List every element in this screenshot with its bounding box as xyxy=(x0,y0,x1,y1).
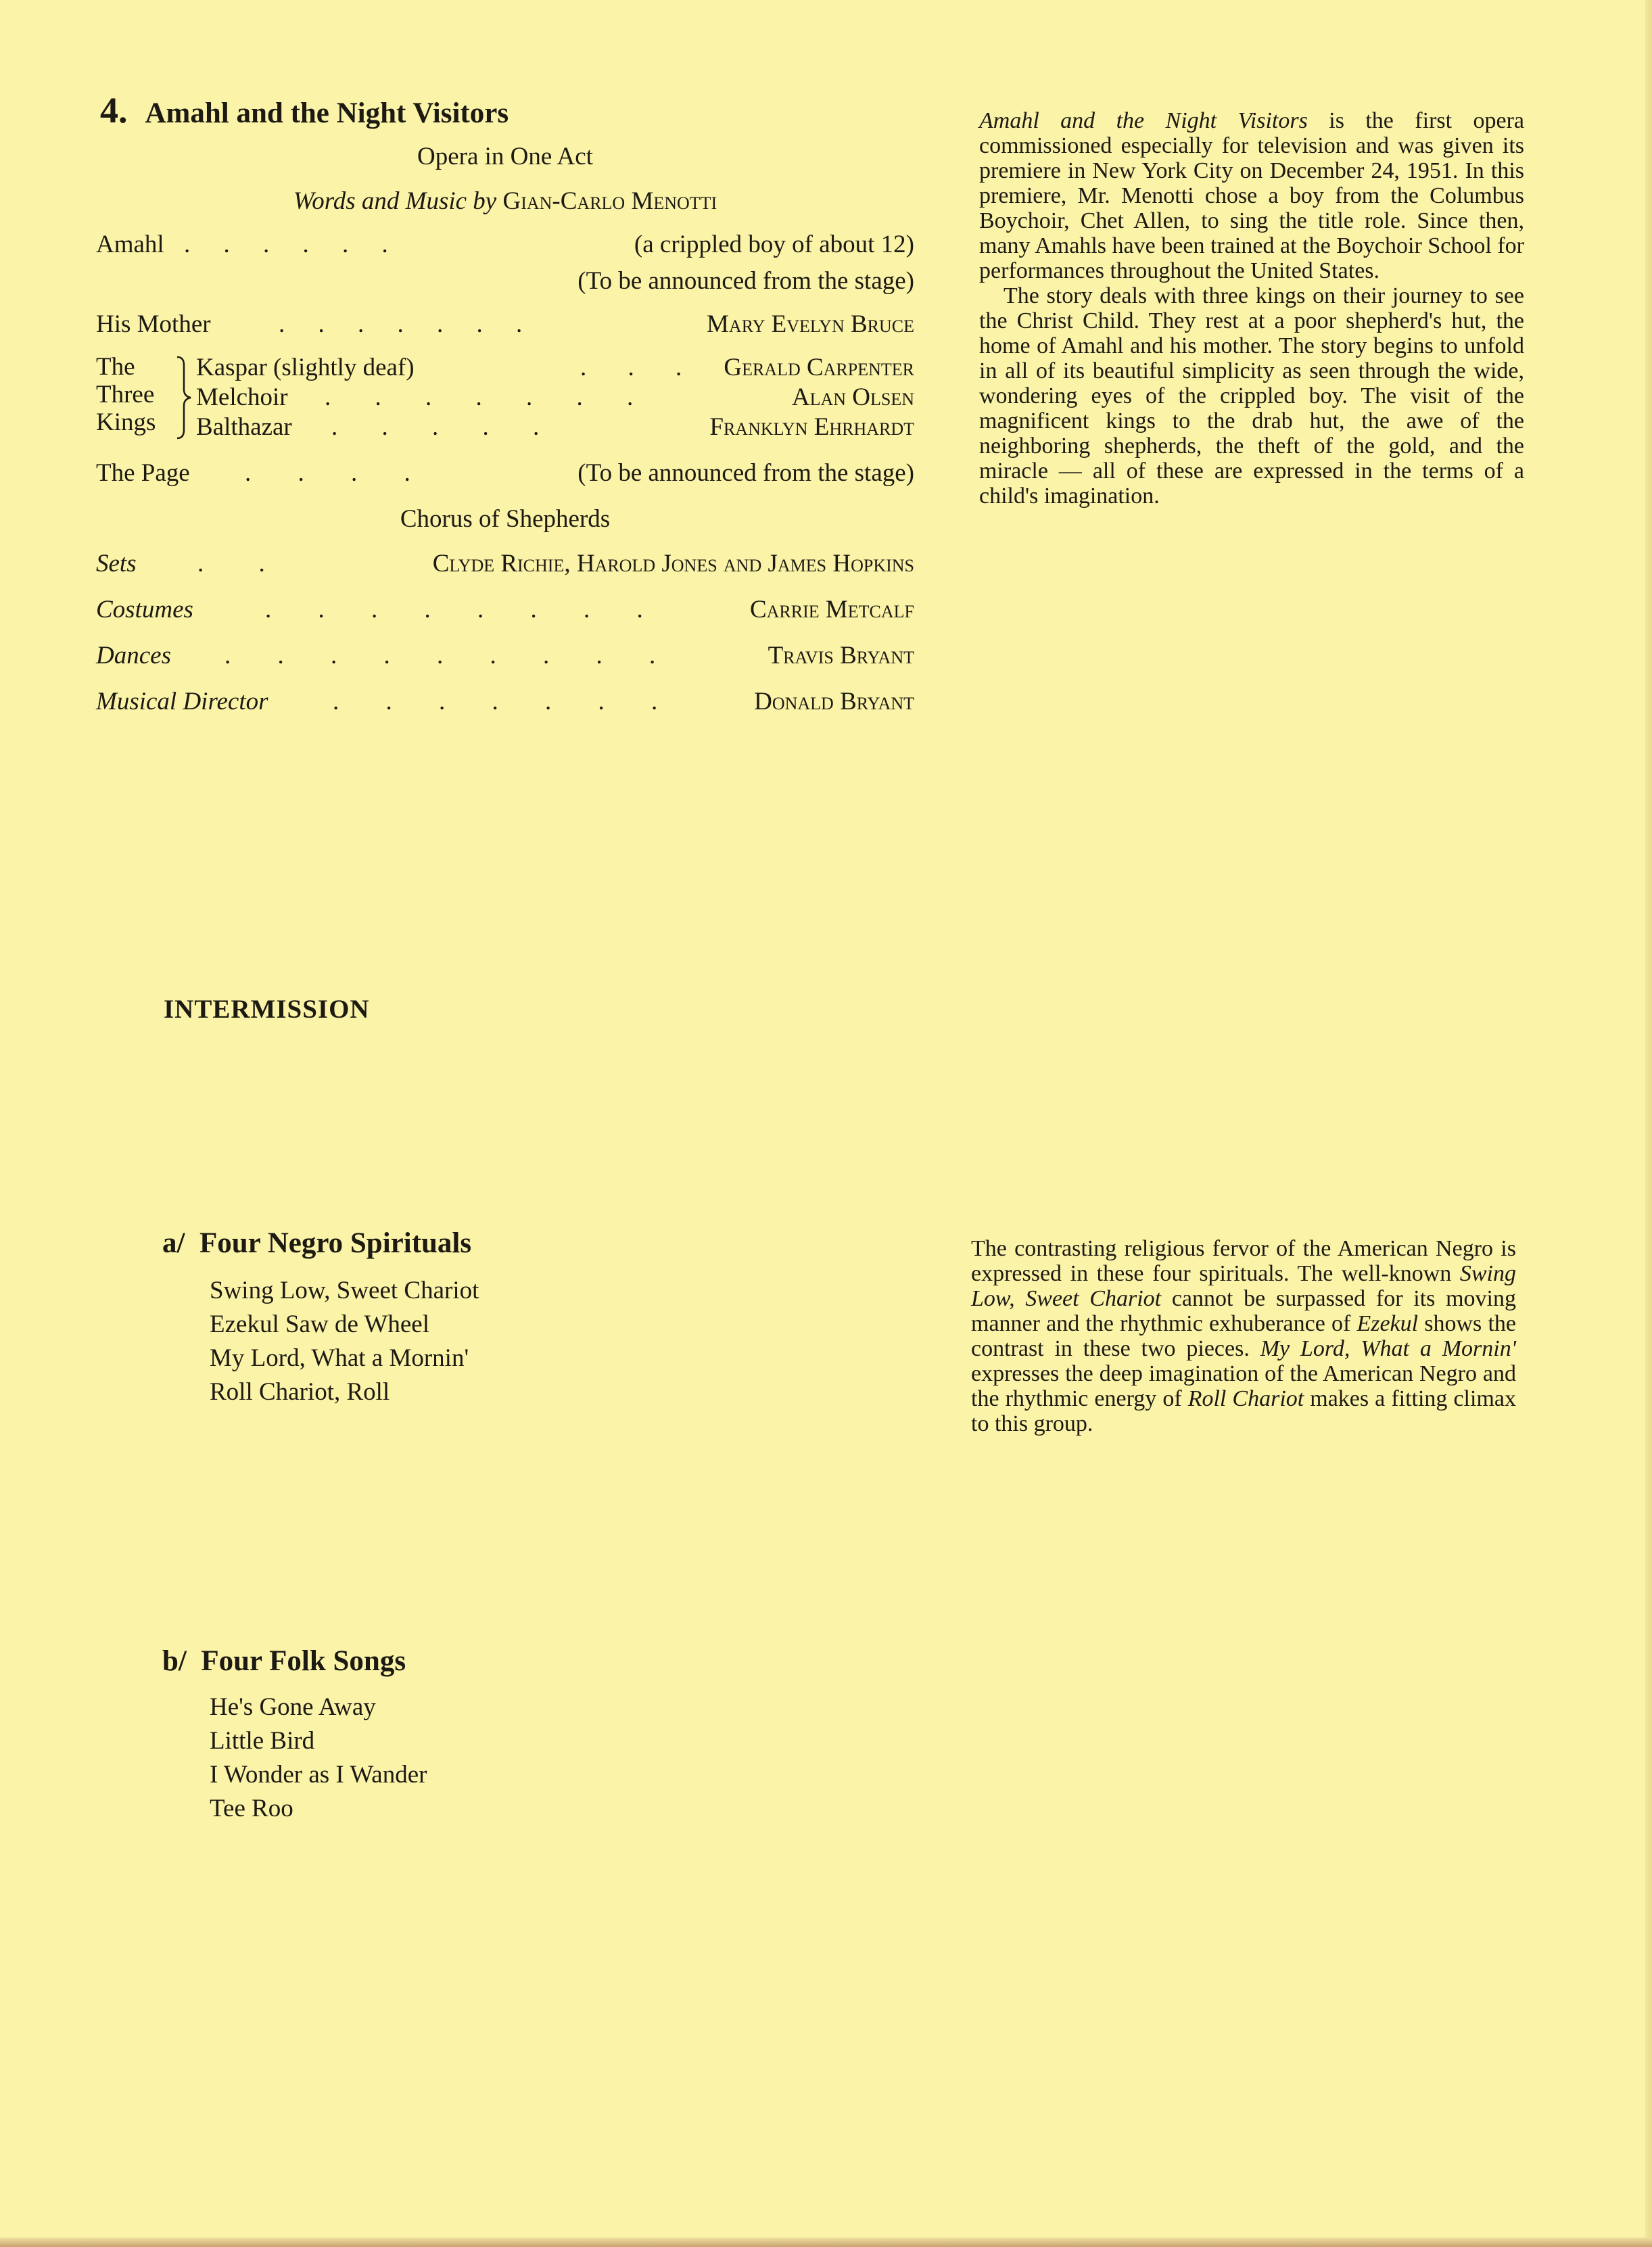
description-paragraph: The story deals with three kings on their journey to see the Christ Child. They rest at a poor shepherd's hut, the home of Amahl and his mother. The story begins to unfold in all of its beautiful simplicity as seen through the wide, wondering eyes of the crippled boy. The visit of the magnificent kings to the drab hut, the awe of the neighboring shepherds, the theft of the gold, and the miracle — all of these are expressed in the terms of a child's imagination. xyxy=(979,283,1524,508)
crew-value: Clyde Richie, Harold Jones and James Hopkins xyxy=(432,550,914,577)
spirituals-prefix: a/ xyxy=(162,1227,185,1259)
cast-value: Gerald Carpenter xyxy=(724,354,914,381)
crew-value: Carrie Metcalf xyxy=(749,596,914,623)
cast-row-king2 xyxy=(196,383,914,410)
spirituals-list xyxy=(210,1274,479,1409)
leader-dots: . . . . . . . . xyxy=(265,596,663,623)
crew-label: Dances xyxy=(96,642,171,669)
list-item: I Wonder as I Wander xyxy=(210,1761,427,1789)
description-text: expresses the deep imagination of the American Negro and the rhythmic energy of xyxy=(971,1361,1516,1411)
description-paragraph xyxy=(971,1236,1516,1436)
spirituals-description xyxy=(971,1236,1516,1436)
cast-row-amahl xyxy=(96,230,914,265)
cast-group-kings xyxy=(96,353,914,448)
crew-row-dances xyxy=(96,641,914,676)
leader-dots: . . . xyxy=(580,354,700,381)
spirituals-title: Four Negro Spirituals xyxy=(199,1227,472,1259)
leader-dots: . . . . . . . xyxy=(279,310,536,338)
folk-title: Four Folk Songs xyxy=(201,1645,406,1677)
list-item: He's Gone Away xyxy=(210,1693,376,1721)
amahl-description xyxy=(979,108,1524,508)
intermission-heading: INTERMISSION xyxy=(164,995,370,1024)
leader-dots: . . . . . . . xyxy=(333,688,678,715)
kings-label-line: Three xyxy=(96,381,155,408)
cast-value: Franklyn Ehrhardt xyxy=(709,413,914,441)
leader-dots: . . . . . . . xyxy=(325,383,653,411)
folk-prefix: b/ xyxy=(162,1645,187,1677)
description-text: makes a fitting climax to this group. xyxy=(971,1386,1516,1436)
cast-row-king1 xyxy=(196,353,914,381)
cast-label: The Page xyxy=(96,459,190,487)
section-heading xyxy=(100,89,509,131)
description-italic: My Lord, What a Mornin' xyxy=(1260,1336,1516,1361)
list-item: My Lord, What a Mornin' xyxy=(210,1344,469,1372)
crew-value: Donald Bryant xyxy=(754,688,914,715)
section-title: Amahl and the Night Visitors xyxy=(145,97,509,129)
cast-row-king3 xyxy=(196,412,914,440)
opera-subtitle: Opera in One Act xyxy=(417,143,593,170)
cast-row-page xyxy=(96,458,914,494)
description-italic: Ezekul xyxy=(1356,1311,1419,1336)
crew-label: Costumes xyxy=(96,596,193,623)
chorus-line: Chorus of Shepherds xyxy=(400,505,611,533)
crew-label: Sets xyxy=(96,550,137,577)
kings-label xyxy=(96,353,156,436)
brace-icon xyxy=(174,356,193,440)
crew-value: Travis Bryant xyxy=(768,642,914,669)
folk-list xyxy=(210,1690,427,1826)
cast-row-amahl-note xyxy=(96,266,914,302)
folk-heading xyxy=(162,1645,406,1678)
kings-label-line: Kings xyxy=(96,408,156,436)
credit-name: Gian-Carlo Menotti xyxy=(502,187,717,215)
credit-prefix: Words and Music by xyxy=(293,187,497,215)
list-item: Roll Chariot, Roll xyxy=(210,1378,390,1406)
kings-label-line: The xyxy=(96,353,135,381)
crew-label: Musical Director xyxy=(96,688,268,715)
cast-row-mother xyxy=(96,310,914,345)
list-item: Tee Roo xyxy=(210,1795,293,1822)
cast-value: (To be announced from the stage) xyxy=(577,459,914,487)
list-item: Ezekul Saw de Wheel xyxy=(210,1310,429,1338)
cast-label: Amahl xyxy=(96,231,164,258)
leader-dots: . . . . . . xyxy=(184,231,402,258)
page-edge xyxy=(1645,0,1652,2247)
credit-line xyxy=(96,187,914,216)
description-text: cannot be surpassed for its moving manner and the rhythmic exhuberance of xyxy=(971,1286,1516,1336)
leader-dots: . . . . xyxy=(245,459,431,487)
section-number: 4. xyxy=(100,90,128,131)
cast-label: His Mother xyxy=(96,310,211,338)
cast-role: Melchoir xyxy=(196,383,288,411)
list-item: Little Bird xyxy=(210,1727,315,1755)
description-paragraph xyxy=(979,108,1524,283)
crew-row-costumes xyxy=(96,595,914,630)
description-text: is the first opera commissioned especially for television and was given its premiere in New York City on December 24, 1951. In this premiere, Mr. Menotti chose a boy from the Columbus Boychoir, Chet Allen, to sing the title role. Since then, many Amahls have been trained at the Boychoir School for performances throughout the United States. xyxy=(979,108,1524,283)
cast-role: Kaspar (slightly deaf) xyxy=(196,354,415,381)
list-item: Swing Low, Sweet Chariot xyxy=(210,1277,479,1304)
spirituals-heading xyxy=(162,1227,471,1260)
leader-dots: . . xyxy=(197,550,289,577)
cast-value: Mary Evelyn Bruce xyxy=(707,310,914,338)
cast-note: (To be announced from the stage) xyxy=(577,267,914,295)
description-italic: Swing Low, Sweet Chariot xyxy=(971,1261,1516,1311)
cast-value: (a crippled boy of about 12) xyxy=(634,231,914,258)
description-text: shows the contrast in these two pieces. xyxy=(971,1311,1516,1361)
description-text: The contrasting religious fervor of the American Negro is expressed in these four spirituals. The well-known xyxy=(971,1236,1516,1286)
cast-value: Alan Olsen xyxy=(791,383,914,411)
leader-dots: . . . . . xyxy=(331,413,559,441)
description-italic: Roll Chariot xyxy=(1187,1386,1304,1411)
leader-dots: . . . . . . . . . xyxy=(225,642,676,669)
page-bottom-edge xyxy=(0,2238,1652,2247)
crew-row-director xyxy=(96,687,914,722)
cast-role: Balthazar xyxy=(196,413,292,441)
crew-row-sets xyxy=(96,549,914,584)
description-italic: Amahl and the Night Visitors xyxy=(979,108,1308,133)
